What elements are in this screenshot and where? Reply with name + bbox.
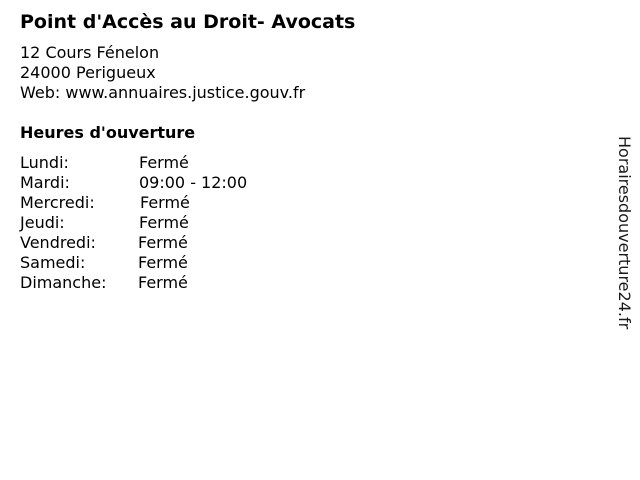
- time-value: Fermé: [138, 233, 188, 252]
- day-label: Samedi:: [20, 253, 86, 272]
- day-label: Dimanche:: [20, 273, 107, 292]
- day-label: Lundi:: [20, 153, 69, 172]
- time-value: Fermé: [138, 273, 188, 292]
- time-value: Fermé: [138, 253, 188, 272]
- day-label: Mercredi:: [20, 193, 95, 212]
- time-value: 09:00 - 12:00: [139, 173, 248, 192]
- day-label: Mardi:: [20, 173, 70, 192]
- day-label: Jeudi:: [20, 213, 65, 232]
- hours-heading: Heures d'ouverture: [20, 123, 196, 142]
- address-street: 12 Cours Fénelon: [20, 43, 160, 62]
- time-value: Fermé: [139, 153, 189, 172]
- page-title: Point d'Accès au Droit- Avocats: [20, 11, 356, 33]
- address-web: Web: www.annuaires.justice.gouv.fr: [20, 83, 306, 102]
- time-value: Fermé: [140, 193, 190, 212]
- site-watermark: [612, 136, 636, 364]
- address-block: [20, 43, 305, 103]
- day-label: Vendredi:: [20, 233, 96, 252]
- time-value: Fermé: [139, 213, 189, 232]
- watermark-text: Horairesdouverture24.fr: [615, 136, 634, 330]
- address-city: 24000 Perigueux: [20, 63, 156, 82]
